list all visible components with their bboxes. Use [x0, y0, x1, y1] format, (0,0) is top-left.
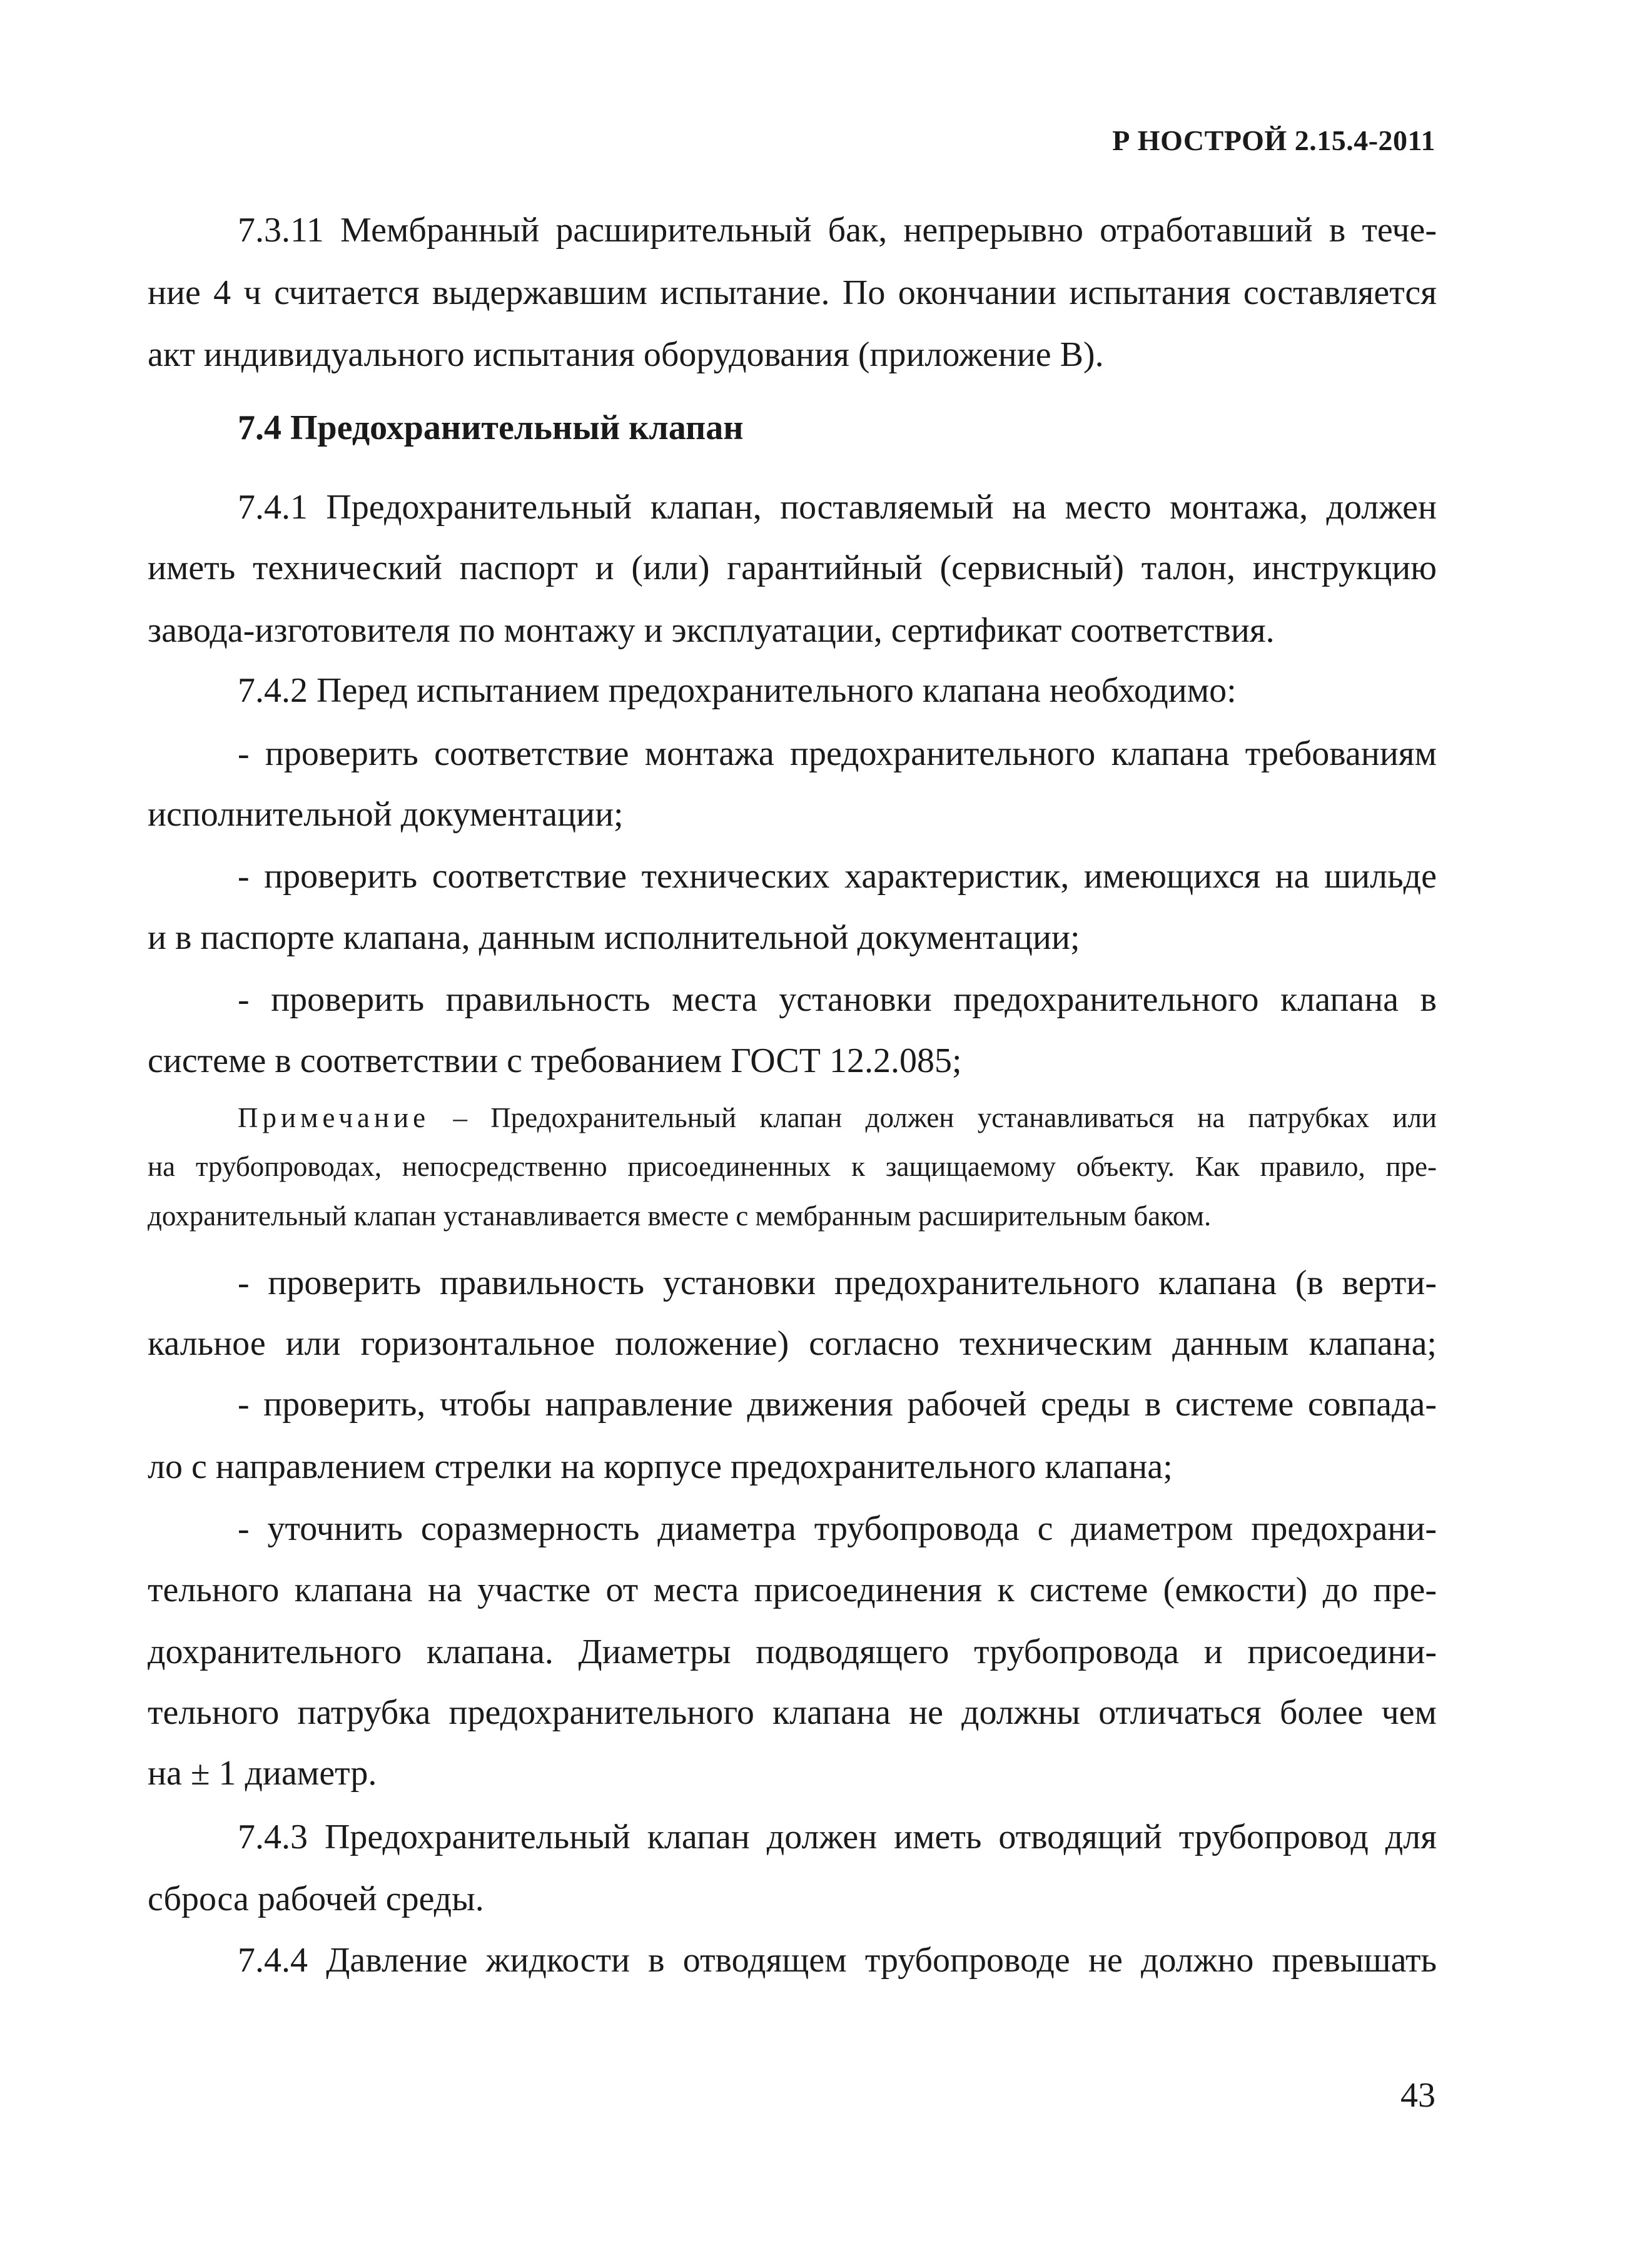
paragraph-7-3-11-line-1: 7.3.11 Мембранный расширительный бак, непрерывно отработавший в тече-: [238, 211, 1437, 250]
list-item-6-line-4: тельного патрубка предохранительного клапана не должны отличаться более чем: [148, 1693, 1437, 1732]
list-item-6-line-1: - уточнить соразмерность диаметра трубопровода с диаметром предохрани-: [238, 1509, 1437, 1548]
list-item-5-line-1: - проверить, чтобы направление движения рабочей среды в системе совпада-: [238, 1385, 1437, 1424]
list-item-1-line-2: исполнительной документации;: [148, 795, 624, 834]
page-number: 43: [1400, 2076, 1435, 2115]
note-dash: –: [430, 1102, 491, 1133]
list-item-5-line-2: ло с направлением стрелки на корпусе предохранительного клапана;: [148, 1447, 1173, 1486]
section-heading-7-4: 7.4 Предохранительный клапан: [238, 408, 744, 447]
list-item-3-line-1: - проверить правильность места установки предохранительного клапана в: [238, 980, 1437, 1019]
note-label: Примечание: [238, 1102, 430, 1133]
list-item-4-line-1: - проверить правильность установки предохранительного клапана (в верти-: [238, 1263, 1437, 1302]
paragraph-7-4-2-intro: 7.4.2 Перед испытанием предохранительного клапана необходимо:: [238, 671, 1237, 710]
document-code-header: Р НОСТРОЙ 2.15.4-2011: [1112, 124, 1435, 156]
paragraph-7-3-11-line-2: ние 4 ч считается выдержавшим испытание. По окончании испытания составляется: [148, 273, 1437, 312]
paragraph-7-4-1-line-2: иметь технический паспорт и (или) гарантийный (сервисный) талон, инструкцию: [148, 549, 1437, 587]
paragraph-7-4-3-line-2: сброса рабочей среды.: [148, 1880, 484, 1918]
paragraph-7-4-1-line-3: завода-изготовителя по монтажу и эксплуатации, сертификат соответствия.: [148, 611, 1275, 650]
paragraph-7-4-1-line-1: 7.4.1 Предохранительный клапан, поставляемый на место монтажа, должен: [238, 488, 1437, 527]
note-line-2: на трубопроводах, непосредственно присоединенных к защищаемому объекту. Как правило, пре-: [148, 1151, 1437, 1182]
list-item-6-line-5: на ± 1 диаметр.: [148, 1754, 377, 1793]
note-line-1: [238, 1104, 1437, 1132]
list-item-2-line-2: и в паспорте клапана, данным исполнительной документации;: [148, 918, 1080, 957]
paragraph-7-3-11-line-3: акт индивидуального испытания оборудования (приложение В).: [148, 335, 1104, 374]
paragraph-7-4-3-line-1: 7.4.3 Предохранительный клапан должен иметь отводящий трубопровод для: [238, 1818, 1437, 1856]
list-item-6-line-2: тельного клапана на участке от места присоединения к системе (емкости) до пре-: [148, 1571, 1437, 1609]
note-line-3: дохранительный клапан устанавливается вместе с мембранным расширительным баком.: [148, 1200, 1212, 1232]
list-item-6-line-3: дохранительного клапана. Диаметры подводящего трубопровода и присоедини-: [148, 1633, 1437, 1671]
list-item-2-line-1: - проверить соответствие технических характеристик, имеющихся на шильде: [238, 857, 1437, 896]
paragraph-7-4-4-line-1: 7.4.4 Давление жидкости в отводящем трубопроводе не должно превышать: [238, 1941, 1437, 1980]
list-item-1-line-1: - проверить соответствие монтажа предохранительного клапана требованиям: [238, 734, 1437, 773]
list-item-4-line-2: кальное или горизонтальное положение) согласно техническим данным клапана;: [148, 1324, 1437, 1363]
note-text-1: Предохранительный клапан должен устанавливаться на патрубках или: [490, 1102, 1437, 1133]
list-item-3-line-2: системе в соответствии с требованием ГОСТ 12.2.085;: [148, 1041, 962, 1080]
